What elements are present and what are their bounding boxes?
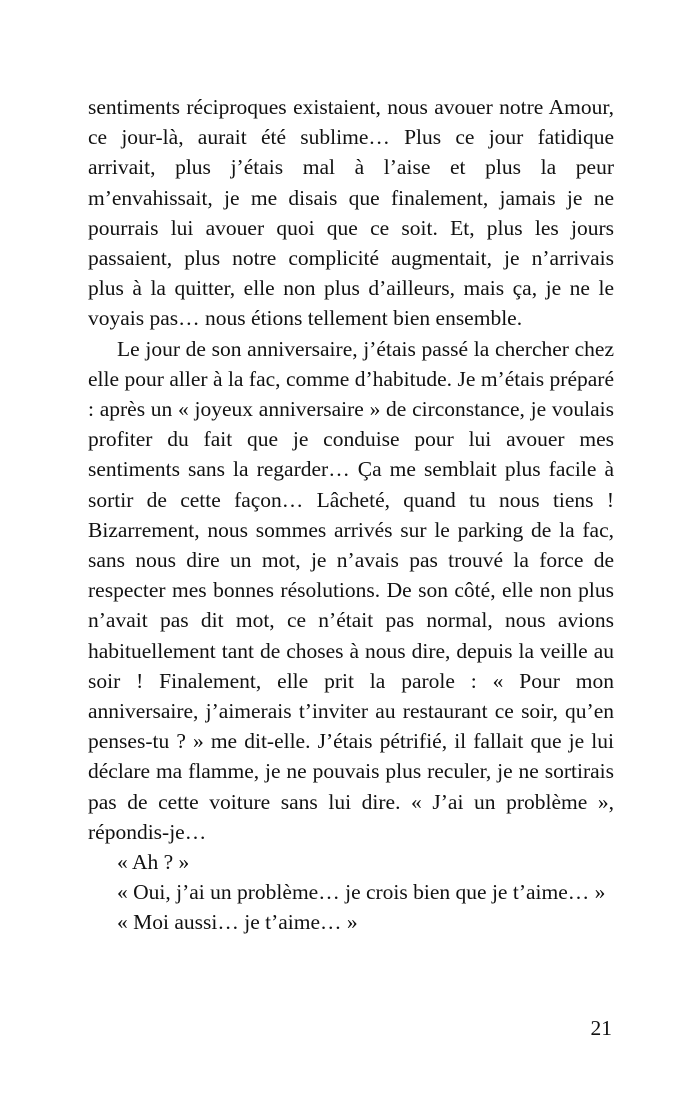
- paragraph-3: « Ah ? »: [117, 850, 190, 875]
- body-text: [88, 92, 614, 938]
- paragraph-5: « Moi aussi… je t’aime… »: [117, 910, 358, 935]
- paragraph-4: « Oui, j’ai un problème… je crois bien que je t’aime… »: [117, 880, 606, 905]
- page-number: 21: [590, 1016, 612, 1040]
- paragraph-2: Le jour de son anniversaire, j’étais passé la chercher chez elle pour aller à la fac, comme d’habitude. Je m’étais préparé : après un « joyeux anniversaire » de circonstance, je voulais profiter du fait que je conduise pour lui avouer mes sentiments sans la regarder… Ça me semblait plus facile à sortir de cette façon… Lâcheté, quand tu nous tiens ! Bizarrement, nous sommes arrivés sur le parking de la fac, sans nous dire un mot, je n’avais pas trouvé la force de respecter mes bonnes résolutions. De son côté, elle non plus n’avait pas dit mot, ce n’était pas normal, nous avions habituellement tant de choses à nous dire, depuis la veille au soir ! Finalement, elle prit la parole : « Pour mon anniversaire, j’aimerais t’inviter au restaurant ce soir, qu’en penses-tu ? » me dit-elle. J’étais pétrifié, il fallait que je lui déclare ma flamme, je ne pouvais plus reculer, je ne sortirais pas de cette voiture sans lui dire. « J’ai un problème », répondis-je…: [88, 336, 614, 844]
- paragraph-1: sentiments réciproques existaient, nous avouer notre Amour, ce jour-là, aurait été sublime… Plus ce jour fatidique arrivait, plus j’étais mal à l’aise et plus la peur m’envahissait, je me disais que finalement, jamais je ne pourrais lui avouer quoi que ce soit. Et, plus les jours passaient, plus notre complicité augmentait, je n’arrivais plus à la quitter, elle non plus d’ailleurs, mais ça, je ne le voyais pas… nous étions tellement bien ensemble.: [88, 95, 614, 331]
